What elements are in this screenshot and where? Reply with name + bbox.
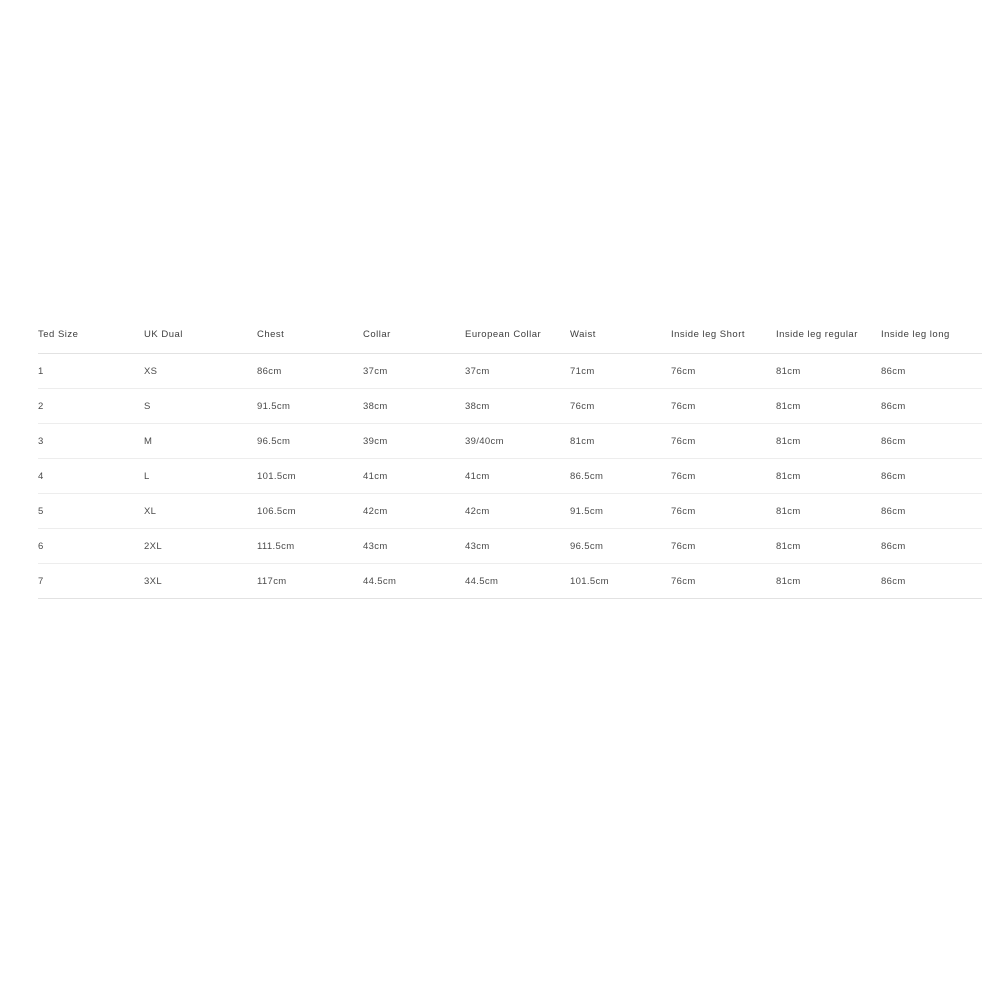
cell-uk-dual: XS: [144, 354, 257, 389]
cell-chest: 101.5cm: [257, 459, 363, 494]
cell-uk-dual: S: [144, 389, 257, 424]
cell-chest: 117cm: [257, 564, 363, 599]
cell-chest: 106.5cm: [257, 494, 363, 529]
cell-collar: 44.5cm: [363, 564, 465, 599]
table-body: [38, 354, 982, 599]
cell-inside-leg-long: 86cm: [881, 424, 982, 459]
cell-inside-leg-long: 86cm: [881, 529, 982, 564]
cell-ted-size: 6: [38, 529, 144, 564]
cell-inside-leg-regular: 81cm: [776, 529, 881, 564]
column-header-inside-leg-short: Inside leg Short: [671, 318, 776, 354]
cell-chest: 86cm: [257, 354, 363, 389]
size-guide-table-container: [38, 318, 982, 599]
cell-uk-dual: 2XL: [144, 529, 257, 564]
cell-ted-size: 4: [38, 459, 144, 494]
column-header-ted-size: Ted Size: [38, 318, 144, 354]
table-row: [38, 424, 982, 459]
cell-inside-leg-regular: 81cm: [776, 424, 881, 459]
cell-inside-leg-regular: 81cm: [776, 459, 881, 494]
table-row: [38, 389, 982, 424]
cell-inside-leg-long: 86cm: [881, 564, 982, 599]
cell-chest: 91.5cm: [257, 389, 363, 424]
cell-inside-leg-regular: 81cm: [776, 564, 881, 599]
table-header-row: [38, 318, 982, 354]
cell-inside-leg-short: 76cm: [671, 564, 776, 599]
cell-waist: 86.5cm: [570, 459, 671, 494]
cell-european-collar: 39/40cm: [465, 424, 570, 459]
table-header: [38, 318, 982, 354]
cell-waist: 101.5cm: [570, 564, 671, 599]
table-row: [38, 459, 982, 494]
cell-uk-dual: XL: [144, 494, 257, 529]
cell-collar: 39cm: [363, 424, 465, 459]
cell-waist: 81cm: [570, 424, 671, 459]
column-header-european-collar: European Collar: [465, 318, 570, 354]
table-row: [38, 529, 982, 564]
column-header-waist: Waist: [570, 318, 671, 354]
column-header-chest: Chest: [257, 318, 363, 354]
column-header-inside-leg-regular: Inside leg regular: [776, 318, 881, 354]
cell-uk-dual: 3XL: [144, 564, 257, 599]
cell-collar: 38cm: [363, 389, 465, 424]
cell-inside-leg-short: 76cm: [671, 389, 776, 424]
cell-collar: 37cm: [363, 354, 465, 389]
cell-collar: 43cm: [363, 529, 465, 564]
cell-inside-leg-regular: 81cm: [776, 354, 881, 389]
table-row: [38, 494, 982, 529]
cell-uk-dual: M: [144, 424, 257, 459]
cell-ted-size: 7: [38, 564, 144, 599]
cell-inside-leg-long: 86cm: [881, 459, 982, 494]
table-row: [38, 564, 982, 599]
cell-inside-leg-long: 86cm: [881, 494, 982, 529]
cell-inside-leg-long: 86cm: [881, 389, 982, 424]
cell-inside-leg-short: 76cm: [671, 424, 776, 459]
cell-waist: 76cm: [570, 389, 671, 424]
cell-inside-leg-short: 76cm: [671, 459, 776, 494]
column-header-inside-leg-long: Inside leg long: [881, 318, 982, 354]
column-header-uk-dual: UK Dual: [144, 318, 257, 354]
cell-uk-dual: L: [144, 459, 257, 494]
cell-inside-leg-regular: 81cm: [776, 389, 881, 424]
column-header-collar: Collar: [363, 318, 465, 354]
cell-ted-size: 1: [38, 354, 144, 389]
cell-ted-size: 3: [38, 424, 144, 459]
cell-waist: 96.5cm: [570, 529, 671, 564]
cell-inside-leg-short: 76cm: [671, 354, 776, 389]
table-row: [38, 354, 982, 389]
cell-collar: 42cm: [363, 494, 465, 529]
cell-ted-size: 2: [38, 389, 144, 424]
cell-inside-leg-regular: 81cm: [776, 494, 881, 529]
cell-european-collar: 42cm: [465, 494, 570, 529]
cell-european-collar: 41cm: [465, 459, 570, 494]
cell-collar: 41cm: [363, 459, 465, 494]
cell-inside-leg-long: 86cm: [881, 354, 982, 389]
cell-european-collar: 37cm: [465, 354, 570, 389]
cell-inside-leg-short: 76cm: [671, 529, 776, 564]
cell-chest: 96.5cm: [257, 424, 363, 459]
cell-ted-size: 5: [38, 494, 144, 529]
cell-european-collar: 38cm: [465, 389, 570, 424]
cell-waist: 71cm: [570, 354, 671, 389]
cell-inside-leg-short: 76cm: [671, 494, 776, 529]
cell-european-collar: 44.5cm: [465, 564, 570, 599]
cell-waist: 91.5cm: [570, 494, 671, 529]
size-guide-table: [38, 318, 982, 599]
cell-chest: 111.5cm: [257, 529, 363, 564]
cell-european-collar: 43cm: [465, 529, 570, 564]
